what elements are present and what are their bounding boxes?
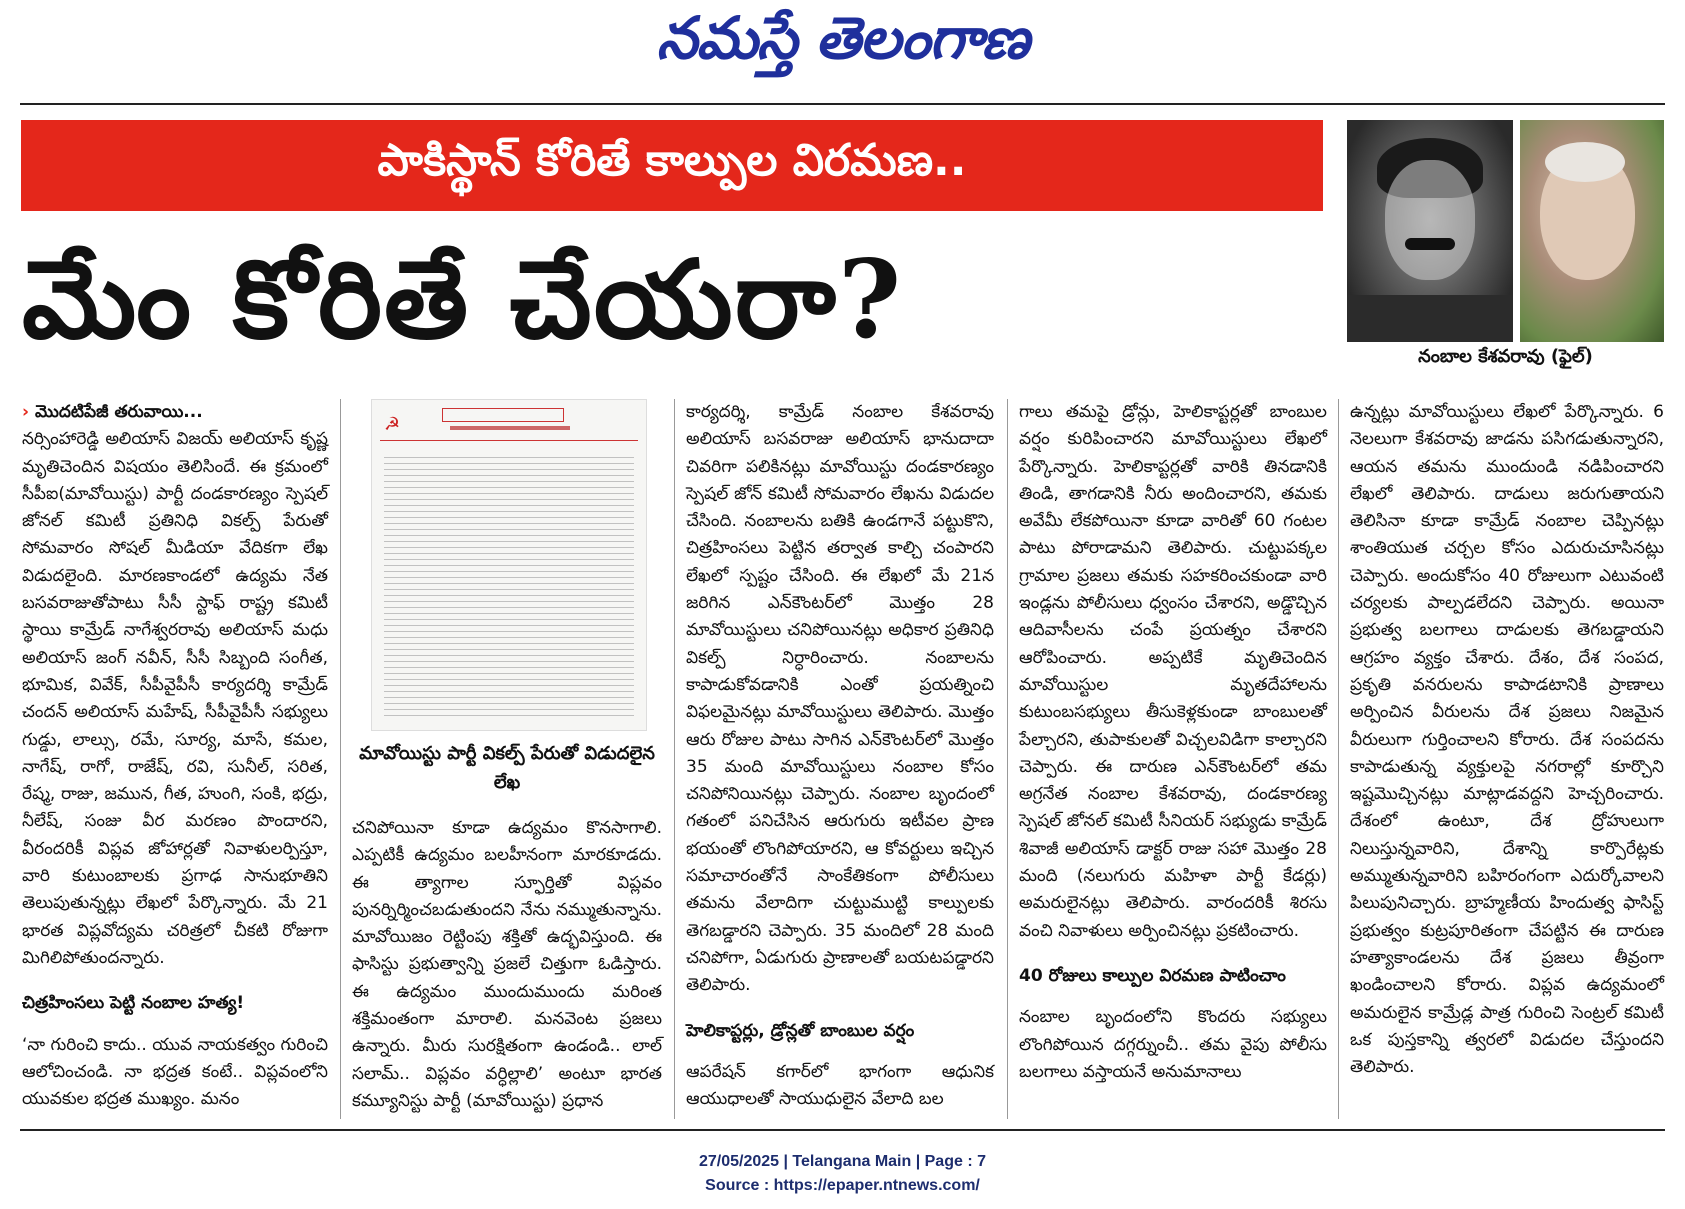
photo-caption: నంబాల కేశవరావు (ఫైల్) xyxy=(1418,346,1593,367)
portrait-photo xyxy=(1347,120,1513,342)
paragraph: చనిపోయినా కూడా ఉద్యమం కొనసాగాలి. ఎప్పటికీ ఉద్యమం బలహీనంగా మారకూడదు. ఈ త్యాగాల స్ఫూర్తితో విప్లవం పునర్నిర్మించబడుతుందని నేను నమ్ముతున్నాను. మావోయిజం రెట్టింపు శక్తితో ఉద్భవిస్తుంది. ఈ ఫాసిస్టు ప్రభుత్వాన్ని ప్రజలే చిత్తుగా ఓడిస్తారు. ఈ ఉద్యమం ముందుముందు మరింత శక్తిమంతంగా మారాలి. మనవెంట ప్రజలు ఉన్నారు. మీరు సురక్షితంగా ఉండండి.. లాల్ సలామ్.. విప్లవం వర్ధిల్లాలి’ అంటూ భారత కమ్యూనిస్టు పార్టీ (మావోయిస్టు) ప్రధాన xyxy=(352,818,662,1111)
article-column-1 xyxy=(22,399,328,1113)
paragraph: నర్సింహారెడ్డి అలియాస్ విజయ్ అలియాస్ కృష్ణ మృతిచెందిన విషయం తెలిసిందే. ఈ క్రమంలో సీపీఐ(మావోయిస్టు) పార్టీ దండకారణ్యం స్పెషల్ జోనల్ కమిటీ ప్రతినిధి వికల్ప్ పేరుతో సోమవారం సోషల్ మీడియా వేదికగా లేఖ విడుదలైంది. మారణకాండలో ఉద్యమ నేత బసవరాజుతోపాటు సీసీ స్టాఫ్ రాష్ట్ర కమిటీ స్థాయి కామ్రేడ్ నాగేశ్వరరావు అలియాస్ మధు అలియాస్ జంగ్ నవీన్, సీసీ సిబ్బంది సంగీత, భూమిక, వివేక్, సీపీవైపీసీ కార్యదర్శి కామ్రేడ్ చందన్ అలియాస్ మహేష్, సీపీవైపీసీ సభ్యులు గుడ్డు, లాల్సు, రమే, సూర్య, మాసే, కమల, నాగేష్, రాగో, రాజేష్, రవి, సునీల్, సరిత, రేష్మ, రాజు, జమున, గీత, హుంగి, సంకి, భద్రు, నీలేష్, సంజు వీర మరణం పొందారని, వీరందరికీ విప్లవ జోహార్లతో నివాళులర్పిస్తూ, వారి కుటుంబాలకు ప్రగాఢ సానుభూతిని తెలుపుతున్నట్లు లేఖలో పేర్కొన్నారు. మే 21 భారత విప్లవోద్యమ చరిత్రలో చీకటి రోజుగా మిగిలిపోతుందన్నారు. xyxy=(22,429,328,968)
paragraph: నంబాల బృందంలోని కొందరు సభ్యులు లొంగిపోయిన దగ్గర్నుంచీ.. తమ వైపు పోలీసు బలగాలు వస్తాయనే అనుమానాలు xyxy=(1019,1007,1327,1082)
subheading: హెలికాప్టర్లు, డ్రోన్లతో బాంబుల వర్షం xyxy=(686,1020,915,1041)
footer xyxy=(0,1150,1685,1198)
subheading: 40 రోజులు కాల్పుల విరమణ పాటించాం xyxy=(1019,965,1286,986)
subheading: చిత్రహింసలు పెట్టి నంబాల హత్య! xyxy=(22,993,245,1014)
hammer-sickle-icon: ☭ xyxy=(384,414,401,435)
paragraph: ‘నా గురించి కాదు.. యువ నాయకత్వం గురించి ఆలోచించండి. నా భద్రత కంటే.. విప్లవంలోని యువకుల భద్రత ముఖ్యం. మనం xyxy=(22,1034,328,1110)
column-divider xyxy=(674,399,675,1119)
kicker-text: పాకిస్థాన్ కోరితే కాల్పుల విరమణ.. xyxy=(377,134,967,186)
paragraph: ఆపరేషన్ కగార్‌లో భాగంగా ఆధునిక ఆయుధాలతో సాయుధులైన వేలాది బల xyxy=(686,1061,994,1110)
article-column-3 xyxy=(686,399,994,1113)
letter-image xyxy=(371,399,647,731)
top-divider xyxy=(20,103,1665,105)
article-column-4 xyxy=(1019,399,1327,1086)
letter-caption: మావోయిస్టు పార్టీ వికల్ప్ పేరుతో విడుదలైన లేఖ xyxy=(359,743,655,793)
footer-date-line: 27/05/2025 | Telangana Main | Page : 7 xyxy=(698,1153,986,1170)
continued-from-label: › మొదటిపేజీ తరువాయి... xyxy=(22,402,203,422)
masthead-logo: నమస్తే తెలంగాణ xyxy=(656,4,1029,72)
bottom-divider xyxy=(20,1129,1665,1131)
headline: మేం కోరితే చేయరా? xyxy=(22,237,904,363)
paragraph: కార్యదర్శి, కామ్రేడ్ నంబాల కేశవరావు అలియాస్ బసవరాజు అలియాస్ భానుదాదా చివరిగా పలికినట్లు మావోయిస్టు దండకారణ్యం స్పెషల్ జోన్ కమిటీ సోమవారం లేఖను విడుదల చేసింది. నంబాలను బతికి ఉండగానే పట్టుకొని, చిత్రహింసలు పెట్టిన తర్వాత కాల్చి చంపారని లేఖలో స్పష్టం చేసింది. ఈ లేఖలో మే 21న జరిగిన ఎన్‌కౌంటర్‌లో మొత్తం 28 మావోయిస్టులు చనిపోయినట్లు అధికార ప్రతినిధి వికల్ప్ నిర్ధారించారు. నంబాలను కాపాడుకోవడానికి ఎంతో ప్రయత్నించి విఫలమైనట్లు మావోయిస్టులు తెలిపారు. మొత్తం ఆరు రోజుల పాటు సాగిన ఎన్‌కౌంటర్‌లో మొత్తం 35 మంది మావోయిస్టులు నంబాల కోసం చనిపోనియినట్లు చెప్పారు. నంబాల బృందంలో గతంలో పనిచేసిన ఆరుగురు ఇటీవల ప్రాణ భయంతో లొంగిపోయారని, ఆ కోవర్టులు ఇచ్చిన సమాచారంతోనే సాంకేతికంగా పోలీసులు తమను వేలాదిగా చుట్టుముట్టి కాల్పులకు తెగబడ్డారని చెప్పారు. 35 మందిలో 28 మంది చనిపోగా, ఏడుగురు ప్రాణాలతో బయటపడ్డారని తెలిపారు. xyxy=(686,402,994,996)
column-divider xyxy=(1338,399,1339,1119)
column-divider xyxy=(340,399,341,1119)
footer-source-link[interactable]: Source : https://epaper.ntnews.com/ xyxy=(705,1177,980,1194)
kicker-banner xyxy=(21,120,1323,211)
paragraph: ఉన్నట్లు మావోయిస్టులు లేఖలో పేర్కొన్నారు. 6 నెలలుగా కేశవరావు జాడను పసిగడుతున్నారని, ఆయన తమను ముందుండి నడిపించారని లేఖలో తెలిపారు. దాడులు జరుగుతాయని తెలిసినా కూడా కామ్రేడ్ నంబాల చెప్పినట్లు శాంతియుత చర్చల కోసం ఎదురుచూసినట్లు చెప్పారు. అందుకోసం 40 రోజులుగా ఎటువంటి చర్యలకు పాల్పడలేదని చెప్పారు. అయినా ప్రభుత్వ బలగాలు దాడులకు తెగబడ్డాయని ఆగ్రహం వ్యక్తం చేశారు. దేశం, దేశ సంపద, ప్రకృతి వనరులను కాపాడటానికి ప్రాణాలు అర్పించిన వీరులను దేశ ప్రజలు నిజమైన వీరులుగా గుర్తించాలని కోరారు. దేశ సంపదను కాపాడుతున్న వ్యక్తులపై నగరాల్లో కూర్చొని ఇష్టమొచ్చినట్లు మాట్లాడవద్దని హెచ్చరించారు. దేశంలో ఉంటూ, దేశ ద్రోహులుగా నిలుస్తున్నవారిని, దేశాన్ని కార్పొరేట్లకు అమ్ముతున్నవారిని బహిరంగంగా ఎదుర్కోవాలని పిలుపునిచ్చారు. బ్రాహ్మణీయ హిందుత్వ ఫాసిస్ట్ ప్రభుత్వం కుట్రపూరితంగా చేపట్టిన ఈ దారుణ హత్యాకాండలను దేశ ప్రజలు తీవ్రంగా ఖండించాలని కోరారు. విప్లవ ఉద్యమంలో అమరులైన కామ్రేడ్ల పాత్ర గురించి సెంట్రల్ కమిటీ ఒక పుస్తకాన్ని త్వరలో విడుదల చేస్తుందని తెలిపారు. xyxy=(1350,402,1664,1078)
chevron-right-icon: › xyxy=(22,402,30,422)
column-divider xyxy=(1007,399,1008,1119)
article-column-5 xyxy=(1350,399,1664,1081)
body-photo xyxy=(1520,120,1664,342)
article-column-2 xyxy=(352,815,662,1115)
paragraph: గాలు తమపై డ్రోన్లు, హెలికాప్టర్లతో బాంబుల వర్షం కురిపించారని మావోయిస్టులు లేఖలో పేర్కొన్నారు. హెలికాప్టర్లతో వారికి తినడానికి తిండి, తాగడానికి నీరు అందించారని, తమకు అవేమీ లేకపోయినా కూడా వారితో 60 గంటల పాటు పోరాడామని తెలిపారు. చుట్టుపక్కల గ్రామాల ప్రజలు తమకు సహకరించకుండా వారి ఇండ్లను పోలీసులు ధ్వంసం చేశారని, అడ్డొచ్చిన ఆదివాసీలను చంపే ప్రయత్నం చేశారని ఆరోపించారు. అప్పటికే మృతిచెందిన మావోయిస్టుల మృతదేహాలను కుటుంబసభ్యులు తీసుకెళ్లకుండా బాంబులతో పేల్చారని, తుపాకులతో విచ్చలవిడిగా కాల్చారని చెప్పారు. ఈ దారుణ ఎన్‌కౌంటర్‌లో తమ అగ్రనేత నంబాల కేశవరావు, దండకారణ్య స్పెషల్ జోనల్ కమిటీ సీనియర్ సభ్యుడు కామ్రేడ్ శివాజీ అలియాస్ డాక్టర్ రాజు సహా మొత్తం 28 మంది (నలుగురు మహిళా పార్టీ కేడర్లు) అమరులైనట్లు తెలిపారు. వారందరికీ శిరసు వంచి నివాళులు అర్పించినట్లు ప్రకటించారు. xyxy=(1019,402,1327,941)
